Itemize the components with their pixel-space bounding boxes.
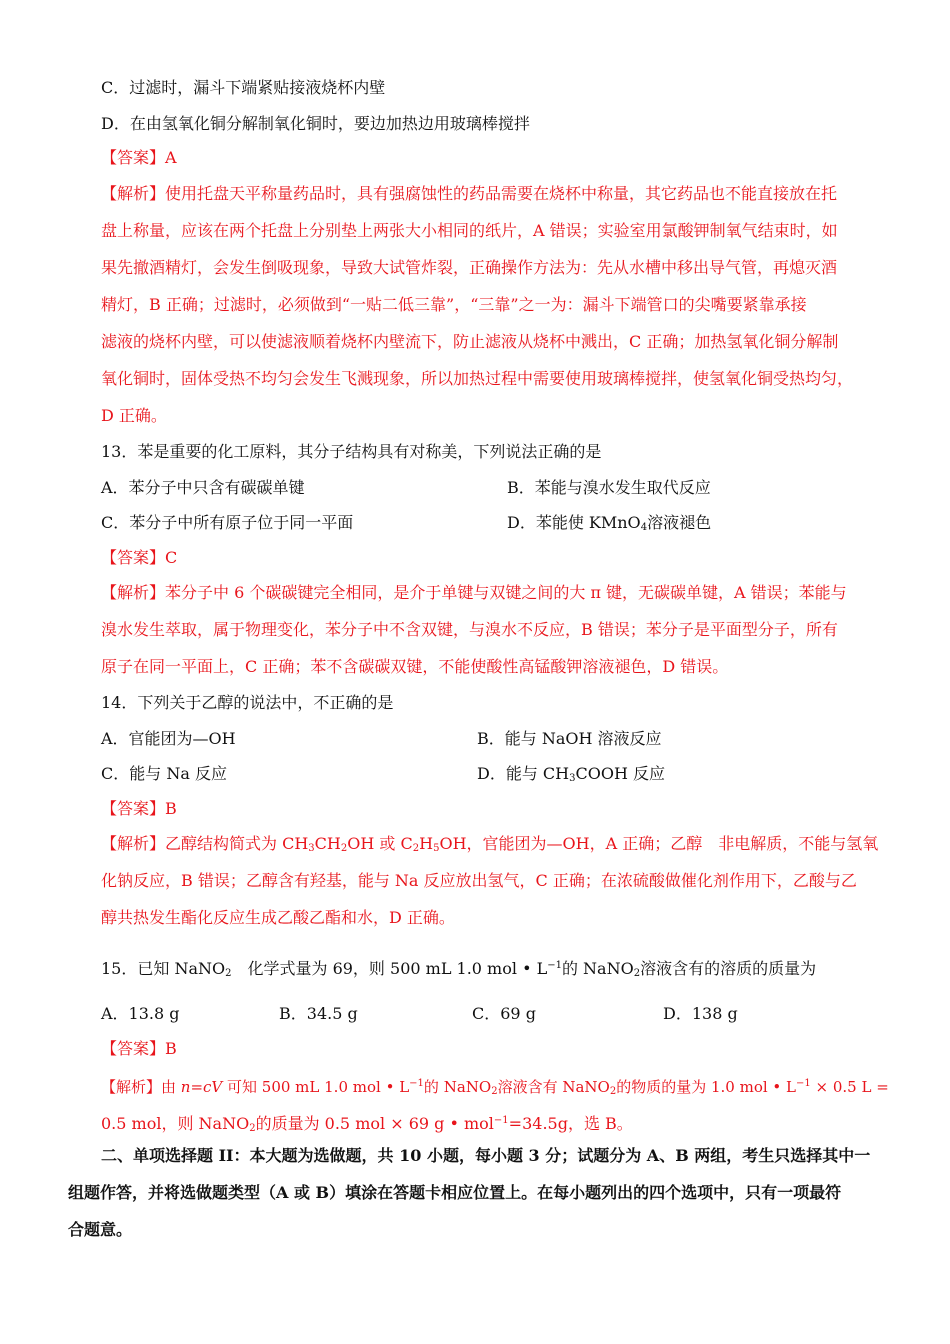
q12-answer: 【答案】A (101, 148, 177, 167)
section-heading-line: 组题作答，并将选做题类型（A 或 B）填涂在答题卡相应位置上。在每小题列出的四个选项中，只有一项最符 (68, 1183, 842, 1202)
q12-option-d: D．在由氢氧化铜分解制氧化铜时，要边加热边用玻璃棒搅拌 (101, 114, 530, 133)
q13-explanation-line: 【解析】苯分子中 6 个碳碳键完全相同，是介于单键与双键之间的大 π 键，无碳碳单键，A 错误；苯能与 (101, 583, 847, 602)
q12-explanation-line: 氧化铜时，固体受热不均匀会发生飞溅现象，所以加热过程中需要使用玻璃棒搅拌，使氢氧化铜受热均匀， (101, 369, 854, 388)
q13-option-a: A．苯分子中只含有碳碳单键 (101, 478, 305, 497)
q15-option-a: A．13.8 g (101, 1004, 180, 1023)
q12-explanation-line: D 正确。 (101, 406, 167, 425)
q13-stem: 13．苯是重要的化工原料，其分子结构具有对称美，下列说法正确的是 (101, 442, 602, 461)
q12-explanation-line: 【解析】使用托盘天平称量药品时，具有强腐蚀性的药品需要在烧杯中称量，其它药品也不能直接放在托 (101, 184, 838, 203)
q12-explanation-line: 滤液的烧杯内壁，可以使滤液顺着烧杯内壁流下，防止滤液从烧杯中溅出，C 正确；加热氢氧化铜分解制 (101, 332, 839, 351)
section-heading-line: 合题意。 (68, 1220, 133, 1239)
q12-explanation-line: 果先撤酒精灯，会发生倒吸现象，导致大试管炸裂，正确操作方法为：先从水槽中移出导气管，再熄灭酒 (101, 258, 838, 277)
q14-option-a: A．官能团为—OH (101, 729, 236, 748)
q15-explanation-line: 【解析】由 n=cV 可知 500 mL 1.0 mol • $L^{-1}$的 NaNO$_2$溶液含有 NaNO$_2$的物质的量为 1.0 mol • $L^{-1} \times 0.5$ L = (101, 1078, 889, 1097)
q12-explanation-line: 精灯，B 正确；过滤时，必须做到“一贴二低三靠”，“三靠”之一为：漏斗下端管口的尖嘴要紧靠承接 (101, 295, 807, 314)
q14-option-b: B．能与 NaOH 溶液反应 (477, 729, 662, 748)
q13-explanation-line: 原子在同一平面上，C 正确；苯不含碳碳双键，不能使酸性高锰酸钾溶液褪色，D 错误。 (101, 657, 729, 676)
q15-answer: 【答案】B (101, 1039, 177, 1058)
q12-explanation-line: 盘上称量，应该在两个托盘上分别垫上两张大小相同的纸片，A 错误；实验室用氯酸钾制氧气结束时，如 (101, 221, 838, 240)
q12-option-c: C．过滤时，漏斗下端紧贴接液烧杯内壁 (101, 78, 386, 97)
q15-option-d: D．138 g (663, 1004, 738, 1023)
q15-explanation-line: 0.5 mol，则 NaNO$_2$的质量为 0.5 mol × 69 g • mol$^{-1}$=34.5g，选 B。 (101, 1114, 633, 1134)
q13-answer: 【答案】C (101, 548, 178, 567)
q15-option-c: C．69 g (472, 1004, 536, 1023)
q13-option-d: D．苯能使 KMnO$_4$溶液褪色 (507, 513, 712, 533)
q14-explanation-line: 醇共热发生酯化反应生成乙酸乙酯和水，D 正确。 (101, 908, 455, 927)
q15-option-b: B．34.5 g (279, 1004, 358, 1023)
section-heading-line: 二、单项选择题 II：本大题为选做题，共 10 小题，每小题 3 分；试题分为 A、B 两组，考生只选择其中一 (101, 1146, 871, 1165)
q14-answer: 【答案】B (101, 799, 177, 818)
q14-explanation-line: 化钠反应，B 错误；乙醇含有羟基，能与 Na 反应放出氢气，C 正确；在浓硫酸做催化剂作用下，乙酸与乙 (101, 871, 857, 890)
q14-option-d: D．能与 $CH_3COOH$ 反应 (477, 764, 666, 784)
q14-option-c: C．能与 Na 反应 (101, 764, 227, 783)
q15-stem: 15．已知 NaNO$_2$ 化学式量为 69，则 500 mL 1.0 mol • $L^{-1}$的 NaNO$_2$溶液含有的溶质的质量为 (101, 959, 817, 979)
q13-explanation-line: 溴水发生萃取，属于物理变化，苯分子中不含双键，与溴水不反应，B 错误；苯分子是平面型分子，所有 (101, 620, 838, 639)
q13-option-c: C．苯分子中所有原子位于同一平面 (101, 513, 354, 532)
q14-explanation-line: 【解析】乙醇结构简式为 $CH_3CH_2OH$ 或 $C_2H_5OH$，官能团为—OH，A 正确；乙醇 非电解质，不能与氢氧 (101, 834, 879, 854)
q13-option-b: B．苯能与溴水发生取代反应 (507, 478, 711, 497)
q14-stem: 14．下列关于乙醇的说法中，不正确的是 (101, 693, 394, 712)
